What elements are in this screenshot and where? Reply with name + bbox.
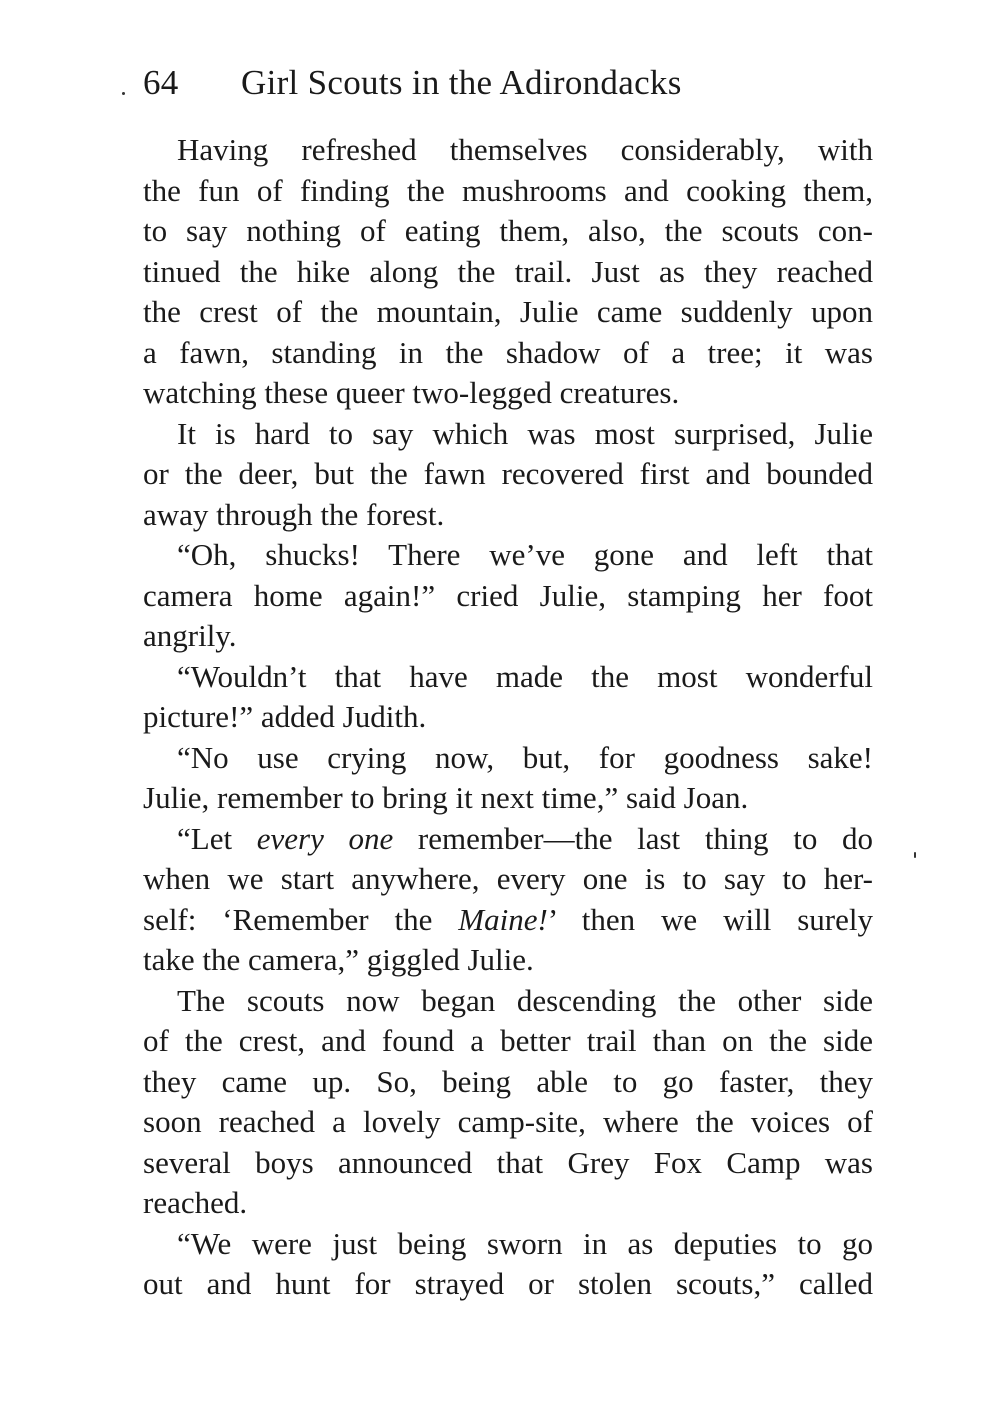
text-line: reached. bbox=[143, 1185, 248, 1220]
page-header bbox=[143, 58, 883, 108]
text-line: “Let every one remember—the last thing to do bbox=[177, 820, 873, 856]
print-speck bbox=[122, 92, 125, 95]
page-number: 64 bbox=[143, 63, 179, 102]
paragraph bbox=[143, 414, 873, 536]
paragraph bbox=[143, 535, 873, 657]
text-line: tinued the hike along the trail. Just as they reached bbox=[143, 253, 873, 289]
paragraph bbox=[143, 657, 873, 738]
text-line: Julie, remember to bring it next time,” said Joan. bbox=[143, 780, 749, 815]
paragraph bbox=[143, 981, 873, 1224]
text-line: The scouts now began descending the other side bbox=[177, 982, 873, 1018]
text-line: the crest of the mountain, Julie came suddenly upon bbox=[143, 294, 873, 329]
emphasis-text: Maine! bbox=[458, 901, 548, 937]
text-line: “Oh, shucks! There we’ve gone and left that bbox=[177, 537, 873, 572]
text-line: soon reached a lovely camp-site, where the voices of bbox=[143, 1104, 873, 1139]
text-line: away through the forest. bbox=[143, 496, 445, 532]
body-text bbox=[143, 130, 873, 1305]
text-line: “No use crying now, but, for goodness sake! bbox=[177, 739, 873, 775]
text-line: picture!” added Judith. bbox=[143, 699, 427, 734]
text-line: they came up. So, being able to go faster, they bbox=[143, 1063, 873, 1099]
text-line: when we start anywhere, every one is to say to her- bbox=[143, 861, 873, 896]
text-line: “Wouldn’t that have made the most wonderful bbox=[177, 658, 873, 694]
text-line: take the camera,” giggled Julie. bbox=[143, 942, 534, 977]
text-line: to say nothing of eating them, also, the scouts con- bbox=[143, 213, 873, 248]
text-line: out and hunt for strayed or stolen scouts,” called bbox=[143, 1266, 873, 1301]
print-speck bbox=[914, 852, 916, 858]
text-line: the fun of finding the mushrooms and cooking them, bbox=[143, 172, 873, 208]
text-line: self: ‘Remember the Maine!’ then we will surely bbox=[143, 901, 873, 937]
text-line: angrily. bbox=[143, 618, 237, 653]
text-line: or the deer, but the fawn recovered first and bounded bbox=[143, 456, 873, 491]
paragraph bbox=[143, 738, 873, 819]
text-line: of the crest, and found a better trail than on the side bbox=[143, 1023, 873, 1058]
running-title: Girl Scouts in the Adirondacks bbox=[241, 63, 682, 102]
emphasis-text: every one bbox=[256, 820, 394, 856]
text-line: Having refreshed themselves considerably, with bbox=[177, 132, 873, 167]
text-line: a fawn, standing in the shadow of a tree; it was bbox=[143, 334, 873, 370]
text-line: watching these queer two-legged creatures. bbox=[143, 375, 680, 410]
paragraph bbox=[143, 1224, 873, 1305]
text-line: camera home again!” cried Julie, stamping her foot bbox=[143, 577, 873, 613]
text-line: several boys announced that Grey Fox Camp was bbox=[143, 1144, 873, 1180]
text-line: It is hard to say which was most surprised, Julie bbox=[177, 415, 873, 451]
paragraph bbox=[143, 130, 873, 414]
text-line: “We were just being sworn in as deputies to go bbox=[177, 1225, 873, 1261]
paragraph bbox=[143, 819, 873, 981]
